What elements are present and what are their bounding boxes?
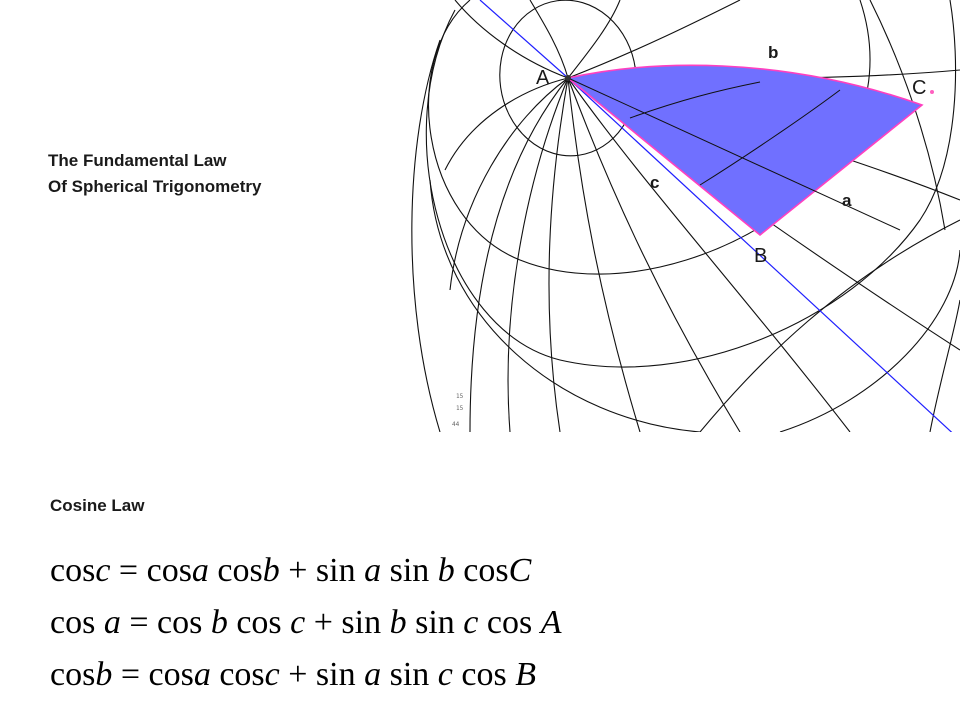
meridian <box>549 78 568 432</box>
meridian <box>445 78 568 170</box>
side-a-label: a <box>842 191 852 210</box>
title-line-2: Of Spherical Trigonometry <box>48 177 262 196</box>
eq-var: a <box>193 656 211 693</box>
eq-term: cos <box>478 604 541 641</box>
eq-var: b <box>95 656 113 693</box>
scale-mark: 15 <box>456 405 464 412</box>
eq-var: c <box>463 604 479 641</box>
meridian <box>455 0 568 78</box>
eq-term: cos <box>50 604 104 641</box>
eq-var: A <box>540 604 562 641</box>
point-C-label: C <box>912 77 927 99</box>
eq-var: c <box>290 604 306 641</box>
equation-1 <box>50 552 531 590</box>
meridian <box>568 0 620 78</box>
meridian <box>568 78 640 432</box>
latitude-circle <box>426 0 955 367</box>
eq-var: a <box>364 552 382 589</box>
eq-term: sin <box>381 656 438 693</box>
spherical-triangle <box>568 65 922 235</box>
point-B-label: B <box>754 245 768 267</box>
eq-term: + sin <box>279 552 365 589</box>
side-c-label: c <box>650 173 660 192</box>
side-b-label: b <box>768 43 779 62</box>
eq-term: cos <box>452 656 516 693</box>
title-line-1: The Fundamental Law <box>48 151 227 170</box>
eq-term: cos <box>208 552 263 589</box>
equation-3 <box>50 656 536 694</box>
eq-term: cos <box>50 656 96 693</box>
eq-var: c <box>95 552 111 589</box>
eq-var: b <box>262 552 280 589</box>
eq-var: b <box>389 604 407 641</box>
eq-term: cos <box>227 604 291 641</box>
eq-var: b <box>210 604 228 641</box>
point-C-dot <box>930 90 934 94</box>
sphere-outline-arc <box>412 40 440 432</box>
eq-var: b <box>437 552 455 589</box>
eq-term: + sin <box>279 656 365 693</box>
point-A-dot <box>565 75 571 81</box>
great-circle-line <box>480 0 568 78</box>
eq-term: cos <box>454 552 509 589</box>
eq-term: = cos <box>120 604 211 641</box>
meridian <box>508 78 568 432</box>
scale-mark: 15 <box>456 393 464 400</box>
equation-2 <box>50 604 562 642</box>
eq-var: c <box>264 656 280 693</box>
eq-term: sin <box>406 604 464 641</box>
eq-term: sin <box>381 552 438 589</box>
eq-term: + sin <box>305 604 390 641</box>
eq-term: cos <box>210 656 265 693</box>
cosine-law-heading: Cosine Law <box>50 496 145 515</box>
eq-term: = cos <box>110 552 192 589</box>
eq-term: = cos <box>112 656 194 693</box>
grid-arc <box>700 220 960 432</box>
eq-var: c <box>437 656 453 693</box>
eq-term: cos <box>50 552 96 589</box>
eq-var: a <box>191 552 209 589</box>
eq-var: B <box>515 656 536 693</box>
latitude-circle <box>430 180 960 432</box>
point-A-label: A <box>536 67 550 89</box>
scale-mark: 44 <box>452 421 460 428</box>
eq-var: C <box>508 552 532 589</box>
eq-var: a <box>364 656 382 693</box>
eq-var: a <box>103 604 121 641</box>
